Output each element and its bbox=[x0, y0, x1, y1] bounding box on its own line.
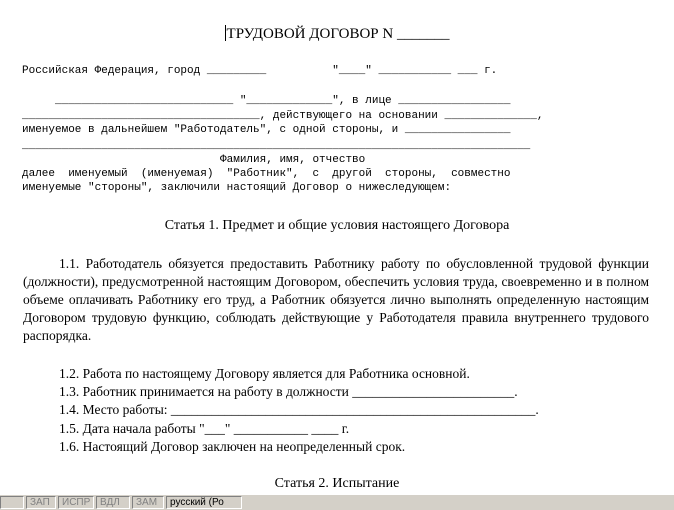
clause-1-1: 1.1. Работодатель обязуется предоставить Работнику работу по обусловленной трудовой функции (должности), предусмотренной настоящим Договором, обеспечить условия труда, своевременно и в полном объеме оплачивать Работнику его труд, а Работник обязуется лично выполнять определенную настоящим Договором трудовую функцию, соблюдать действующие у Работодателя правила внутреннего трудового распорядка. bbox=[23, 256, 649, 343]
article-2-title: Статья 2. Испытание bbox=[274, 476, 400, 491]
header-line: ___________________________ "_____________", в лице _________________ bbox=[22, 95, 511, 107]
clause-1-3: 1.3. Работник принимается на работу в должности ________________________. bbox=[59, 384, 518, 399]
header-line: Фамилия, имя, отчество bbox=[22, 154, 366, 166]
status-overtype-indicator[interactable]: ЗАМ bbox=[132, 496, 164, 509]
header-line: Российская Федерация, город _________ "____" ___________ ___ г. bbox=[22, 65, 498, 77]
text-cursor bbox=[225, 25, 226, 41]
status-track-changes-indicator[interactable]: ИСПР bbox=[58, 496, 94, 509]
status-bar bbox=[0, 494, 674, 510]
status-extend-indicator[interactable]: ВДЛ bbox=[96, 496, 130, 509]
header-line: ____________________________________, действующего на основании ______________, bbox=[22, 110, 544, 122]
document-title-text: ТРУДОВОЙ ДОГОВОР N _______ bbox=[226, 26, 450, 42]
header-line: именуемое в дальнейшем "Работодатель", с одной стороны, и ________________ bbox=[22, 124, 511, 136]
header-line: именуемые "стороны", заключили настоящий Договор о нижеследующем: bbox=[22, 182, 452, 194]
clause-1-2: 1.2. Работа по настоящему Договору является для Работника основной. bbox=[59, 366, 470, 381]
header-line: _____________________________________________________________________________ bbox=[22, 140, 531, 152]
document-title bbox=[0, 24, 674, 44]
clause-1-4: 1.4. Место работы: ______________________________________________________. bbox=[59, 402, 539, 417]
clause-1-5: 1.5. Дата начала работы "___" ___________ ____ г. bbox=[59, 421, 350, 436]
status-language-indicator[interactable]: русский (Ро bbox=[166, 496, 242, 509]
header-line: далее именуемый (именуемая) "Работник", с другой стороны, совместно bbox=[22, 168, 511, 180]
article-1-title: Статья 1. Предмет и общие условия настоящего Договора bbox=[164, 218, 510, 233]
status-rec-indicator[interactable]: ЗАП bbox=[26, 496, 56, 509]
status-cell-blank bbox=[0, 496, 24, 509]
clause-1-6: 1.6. Настоящий Договор заключен на неопределенный срок. bbox=[59, 439, 406, 454]
